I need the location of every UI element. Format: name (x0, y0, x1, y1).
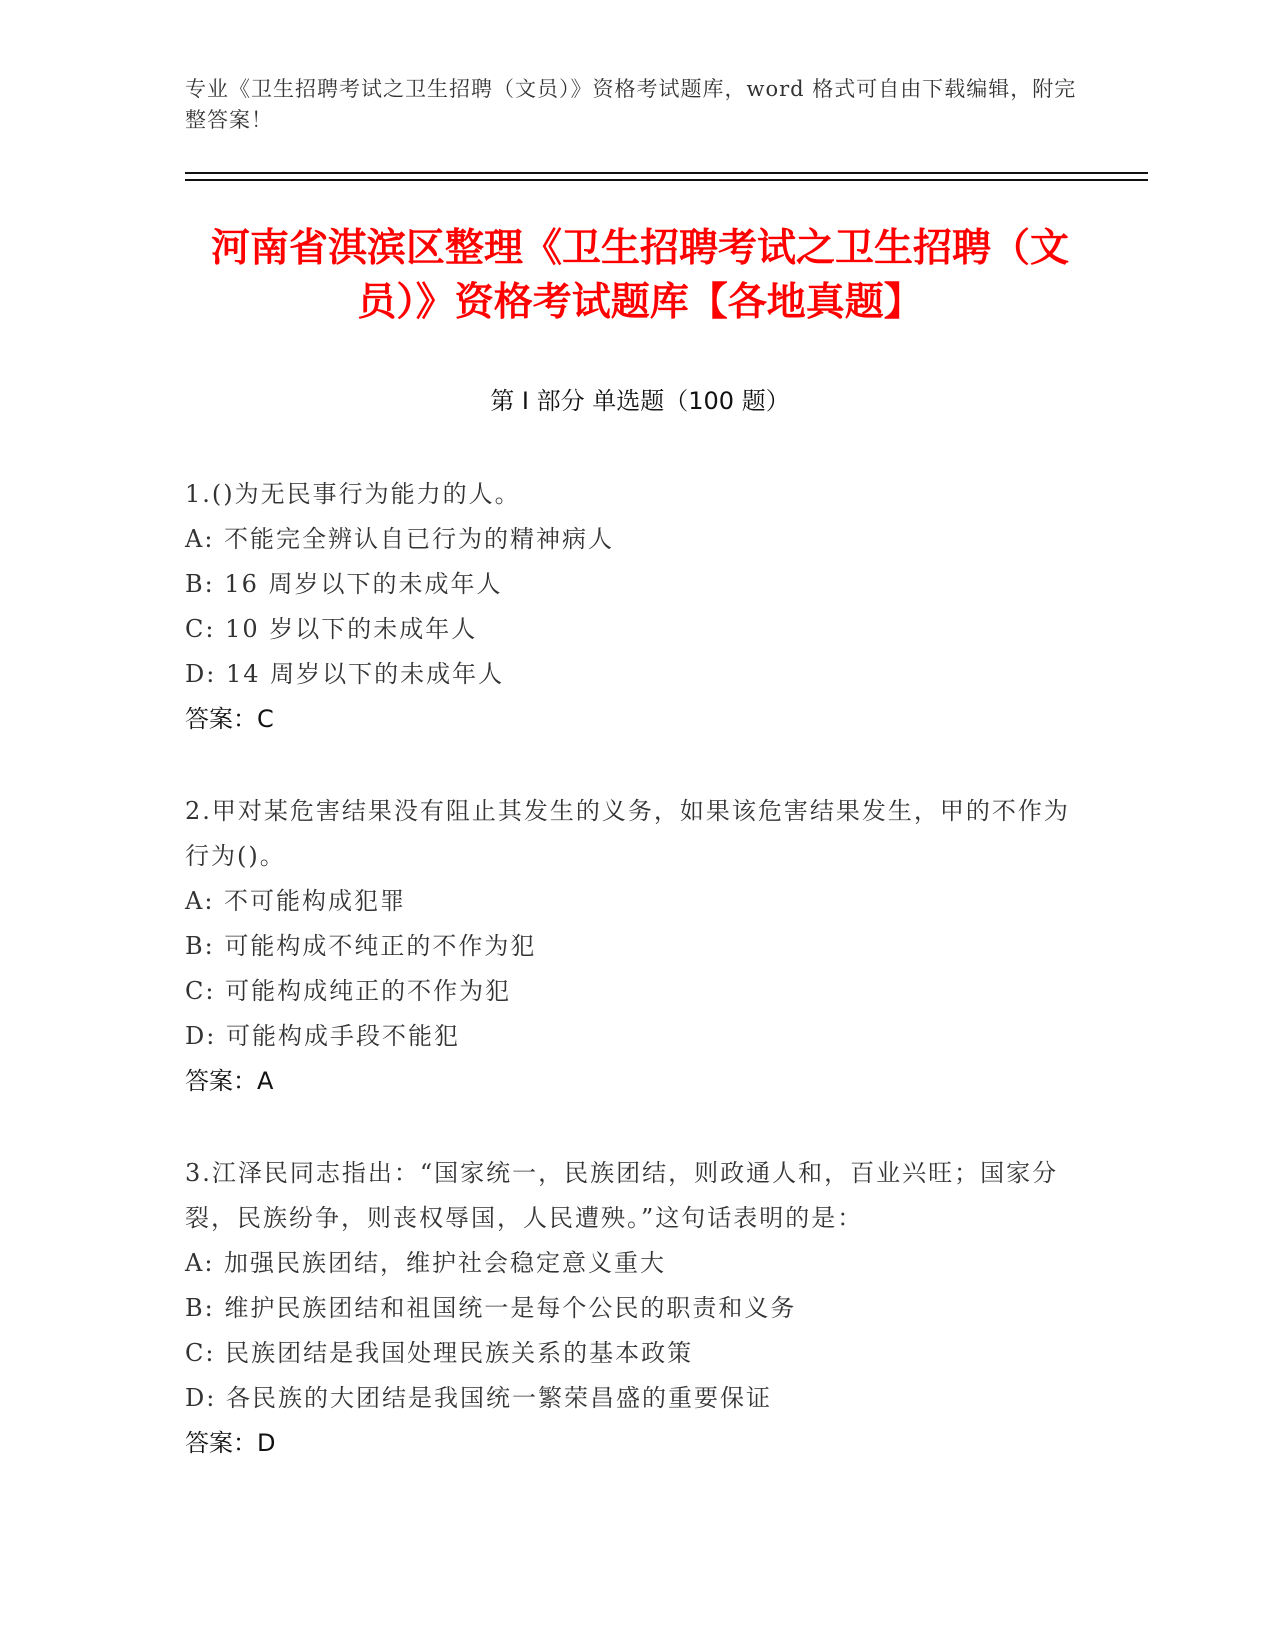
question-stem: 3.江泽民同志指出：“国家统一，民族团结，则政通人和，百业兴旺；国家分裂，民族纷争，则丧权辱国，人民遭殃。”这句话表明的是： (185, 1159, 1059, 1232)
question-3 (185, 1151, 1075, 1466)
answer: 答案：C (185, 705, 274, 733)
option-c: C: 民族团结是我国处理民族关系的基本政策 (185, 1339, 694, 1367)
question-stem: 2.甲对某危害结果没有阻止其发生的义务，如果该危害结果发生，甲的不作为行为()。 (185, 797, 1070, 870)
option-b: B: 16 周岁以下的未成年人 (185, 570, 503, 598)
question-2 (185, 789, 1075, 1104)
option-c: C: 可能构成纯正的不作为犯 (185, 977, 512, 1005)
option-d: D: 可能构成手段不能犯 (185, 1022, 460, 1050)
option-d: D: 各民族的大团结是我国统一繁荣昌盛的重要保证 (185, 1384, 772, 1412)
option-c: C: 10 岁以下的未成年人 (185, 615, 478, 643)
document-title: 河南省淇滨区整理《卫生招聘考试之卫生招聘（文员）》资格考试题库【各地真题】 (210, 226, 1069, 325)
option-a: A: 不可能构成犯罪 (185, 887, 407, 915)
header-rule-bottom (185, 179, 1148, 181)
header-note: 专业《卫生招聘考试之卫生招聘（文员）》资格考试题库，word 格式可自由下载编辑，附完整答案！ (185, 77, 1077, 132)
question-1 (185, 472, 1075, 742)
answer: 答案：D (185, 1429, 276, 1457)
option-a: A: 加强民族团结，维护社会稳定意义重大 (185, 1249, 667, 1277)
option-d: D: 14 周岁以下的未成年人 (185, 660, 505, 688)
option-b: B: 维护民族团结和祖国统一是每个公民的职责和义务 (185, 1294, 797, 1322)
section-heading: 第 I 部分 单选题（100 题） (490, 387, 790, 415)
header-rule-top (185, 172, 1148, 174)
option-a: A: 不能完全辨认自已行为的精神病人 (185, 525, 615, 553)
answer: 答案：A (185, 1067, 274, 1095)
option-b: B: 可能构成不纯正的不作为犯 (185, 932, 537, 960)
question-stem: 1.()为无民事行为能力的人。 (185, 480, 521, 508)
